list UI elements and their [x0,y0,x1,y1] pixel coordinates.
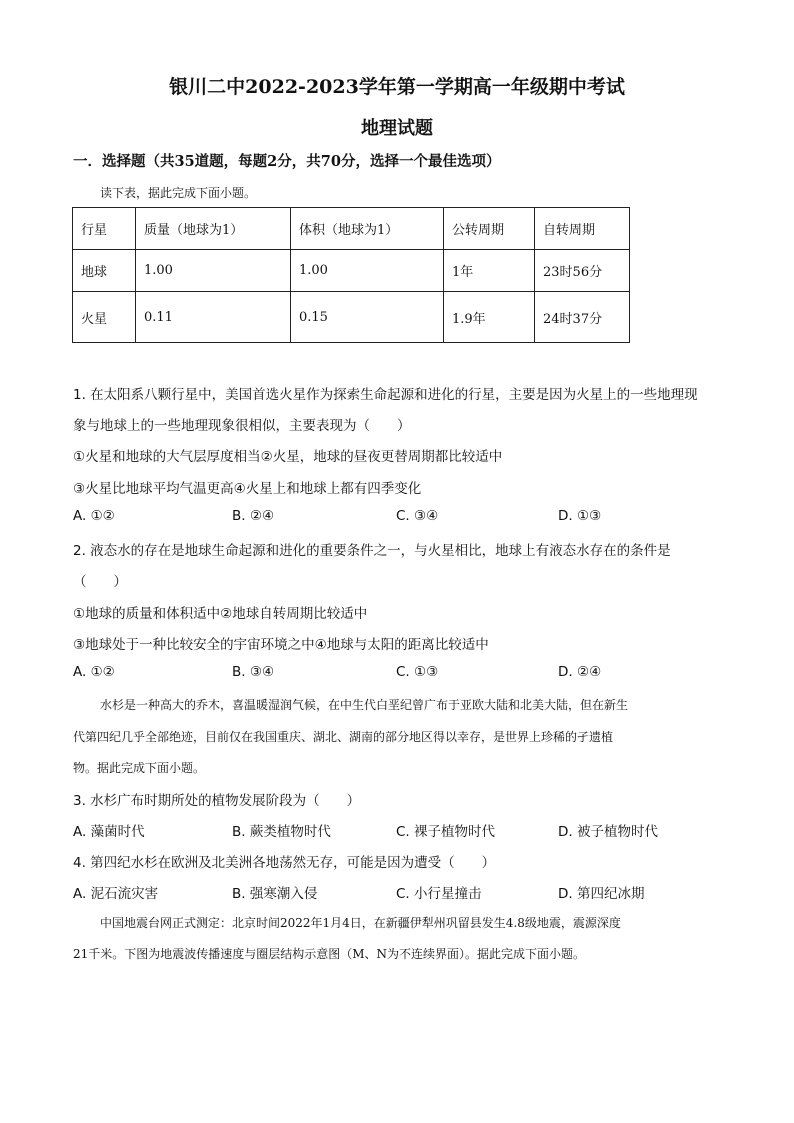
passage2-line2: 代第四纪几乎全部绝迹，目前仅在我国重庆、湖北、湖南的部分地区得以幸存，是世界上珍稀的孑遗植 [73,730,614,744]
table-cell: 1.00 [291,250,444,292]
passage2-line3: 物。据此完成下面小题。 [73,761,206,775]
q3-option-d[interactable]: D. 被子植物时代 [558,824,658,840]
q3-option-a[interactable]: A. 藻菌时代 [73,824,145,840]
q2-option-c[interactable]: C. ①③ [396,664,439,680]
table-header-cell: 行星 [73,208,136,250]
reading-intro: 读下表，据此完成下面小题。 [100,186,257,200]
planet-table [72,207,630,343]
q3-stem: 3. 水杉广布时期所处的植物发展阶段为（ ） [73,793,361,809]
table-cell: 0.11 [136,292,291,343]
q3-option-b[interactable]: B. 蕨类植物时代 [232,824,331,840]
table-cell: 地球 [73,250,136,292]
q2-option-d[interactable]: D. ②④ [558,664,602,680]
table-row [73,250,630,292]
table-cell: 火星 [73,292,136,343]
table-header-cell: 体积（地球为1） [291,208,444,250]
table-cell: 0.15 [291,292,444,343]
exam-title: 银川二中2022-2023学年第一学期高一年级期中考试 [169,76,625,98]
q2-stem-line1: 2. 液态水的存在是地球生命起源和进化的重要条件之一，与火星相比，地球上有液态水存在的条件是 [73,543,671,559]
q1-statement-2: ③火星比地球平均气温更高④火星上和地球上都有四季变化 [73,481,422,497]
q2-option-b[interactable]: B. ③④ [232,664,275,680]
table-cell: 1.00 [136,250,291,292]
q1-option-a[interactable]: A. ①② [73,508,115,524]
passage2-line1: 水杉是一种高大的乔木，喜温暖湿润气候，在中生代白垩纪曾广布于亚欧大陆和北美大陆，但在新生 [100,698,629,712]
table-cell: 24时37分 [535,292,630,343]
q4-option-a[interactable]: A. 泥石流灾害 [73,886,159,902]
table-header-cell: 公转周期 [444,208,535,250]
table-row [73,292,630,343]
table-cell: 23时56分 [535,250,630,292]
table-header-cell: 质量（地球为1） [136,208,291,250]
table-cell: 1.9年 [444,292,535,343]
q1-option-b[interactable]: B. ②④ [232,508,275,524]
q1-option-d[interactable]: D. ①③ [558,508,602,524]
q1-option-c[interactable]: C. ③④ [396,508,439,524]
table-header-row [73,208,630,250]
q2-statement-2: ③地球处于一种比较安全的宇宙环境之中④地球与太阳的距离比较适中 [73,637,489,653]
passage3-line2: 21千米。下图为地震波传播速度与圈层结构示意图（M、N为不连续界面）。据此完成下面小题。 [73,947,586,961]
q2-option-a[interactable]: A. ①② [73,664,115,680]
q4-stem: 4. 第四纪水杉在欧洲及北美洲各地荡然无存，可能是因为遭受（ ） [73,855,496,871]
q1-stem-line2: 象与地球上的一些地理现象很相似，主要表现为（ ） [73,418,411,434]
passage3-line1: 中国地震台网正式测定：北京时间2022年1月4日，在新疆伊犁州巩留县发生4.8级地震，震源深度 [100,916,621,930]
q1-statement-1: ①火星和地球的大气层厚度相当②火星，地球的昼夜更替周期都比较适中 [73,449,503,465]
q3-option-c[interactable]: C. 裸子植物时代 [396,824,496,840]
section-heading: 一．选择题（共35道题，每题2分，共70分，选择一个最佳选项） [73,153,501,170]
table-cell: 1年 [444,250,535,292]
q2-stem-line2: （ ） [73,574,127,590]
exam-subtitle: 地理试题 [361,118,433,139]
q1-stem-line1: 1. 在太阳系八颗行星中，美国首选火星作为探索生命起源和进化的行星，主要是因为火星上的一些地理现 [73,387,698,403]
q2-statement-1: ①地球的质量和体积适中②地球自转周期比较适中 [73,606,368,622]
q4-option-d[interactable]: D. 第四纪冰期 [558,886,645,902]
table-header-cell: 自转周期 [535,208,630,250]
q4-option-c[interactable]: C. 小行星撞击 [396,886,482,902]
q4-option-b[interactable]: B. 强寒潮入侵 [232,886,318,902]
